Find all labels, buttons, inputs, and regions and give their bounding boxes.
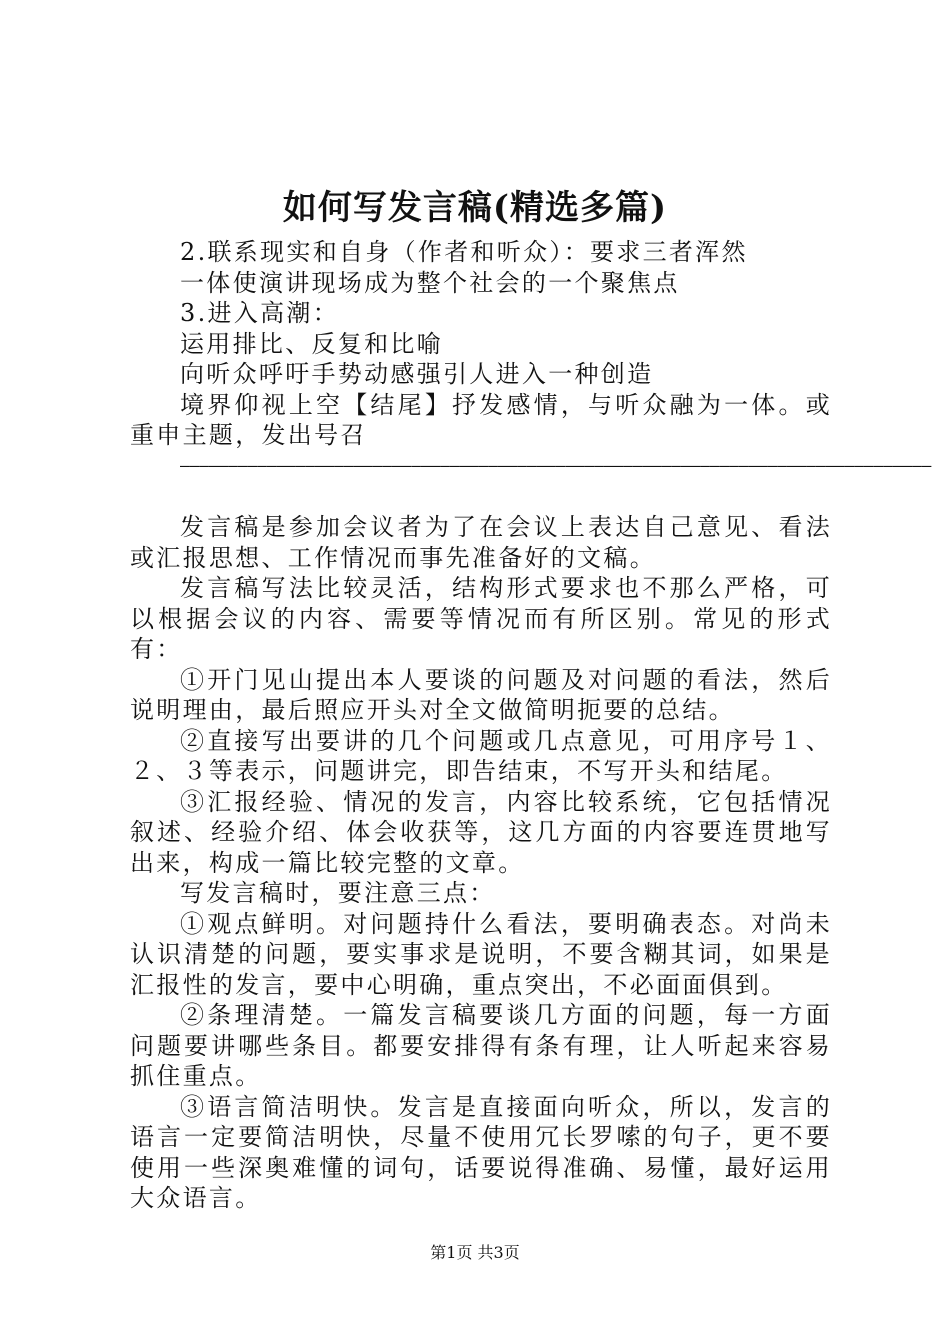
paragraph: 写发言稿时，要注意三点：: [180, 879, 496, 907]
intro-line: 境界仰视上空【结尾】抒发感情，与听众融为一体。或重申主题，发出号召: [130, 390, 832, 449]
main-content: [130, 512, 832, 1214]
paragraph: ②条理清楚。一篇发言稿要谈几方面的问题，每一方面问题要讲哪些条目。都要安排得有条有理，让人听起来容易抓住重点。: [130, 1001, 832, 1090]
intro-section: [130, 237, 832, 451]
intro-line: 向听众呼吁手势动感强引人进入一种创造: [180, 360, 654, 388]
section-divider: ——————————————————————————————————————————————————————————————————————————————: [180, 456, 932, 475]
intro-line: 2.联系现实和自身（作者和听众）：要求三者浑然: [180, 238, 748, 266]
paragraph: 发言稿写法比较灵活，结构形式要求也不那么严格，可以根据会议的内容、需要等情况而有所区别。常见的形式有：: [130, 574, 832, 663]
paragraph: ③汇报经验、情况的发言，内容比较系统，它包括情况叙述、经验介绍、体会收获等，这几方面的内容要连贯地写出来，构成一篇比较完整的文章。: [130, 787, 832, 877]
paragraph: ③语言简洁明快。发言是直接面向听众，所以，发言的语言一定要简洁明快，尽量不使用冗长罗嗦的句子，更不要使用一些深奥难懂的词句，话要说得准确、易懂，最好运用大众语言。: [130, 1092, 832, 1212]
paragraph: 发言稿是参加会议者为了在会议上表达自己意见、看法或汇报思想、工作情况而事先准备好的文稿。: [130, 513, 832, 572]
page-number: 第1页 共3页: [430, 1243, 520, 1262]
document-title: 如何写发言稿(精选多篇): [282, 188, 668, 228]
intro-line: 3.进入高潮：: [180, 299, 339, 327]
paragraph: ②直接写出要讲的几个问题或几点意见，可用序号１、２、３等表示，问题讲完，即告结束，不写开头和结尾。: [130, 726, 832, 785]
paragraph: ①开门见山提出本人要谈的问题及对问题的看法，然后说明理由，最后照应开头对全文做简明扼要的总结。: [130, 665, 832, 724]
intro-line: 一体使演讲现场成为整个社会的一个聚焦点: [180, 268, 680, 297]
paragraph: ①观点鲜明。对问题持什么看法，要明确表态。对尚未认识清楚的问题，要实事求是说明，不要含糊其词，如果是汇报性的发言，要中心明确，重点突出，不必面面俱到。: [130, 909, 832, 999]
intro-line: 运用排比、反复和比喻: [180, 329, 443, 358]
